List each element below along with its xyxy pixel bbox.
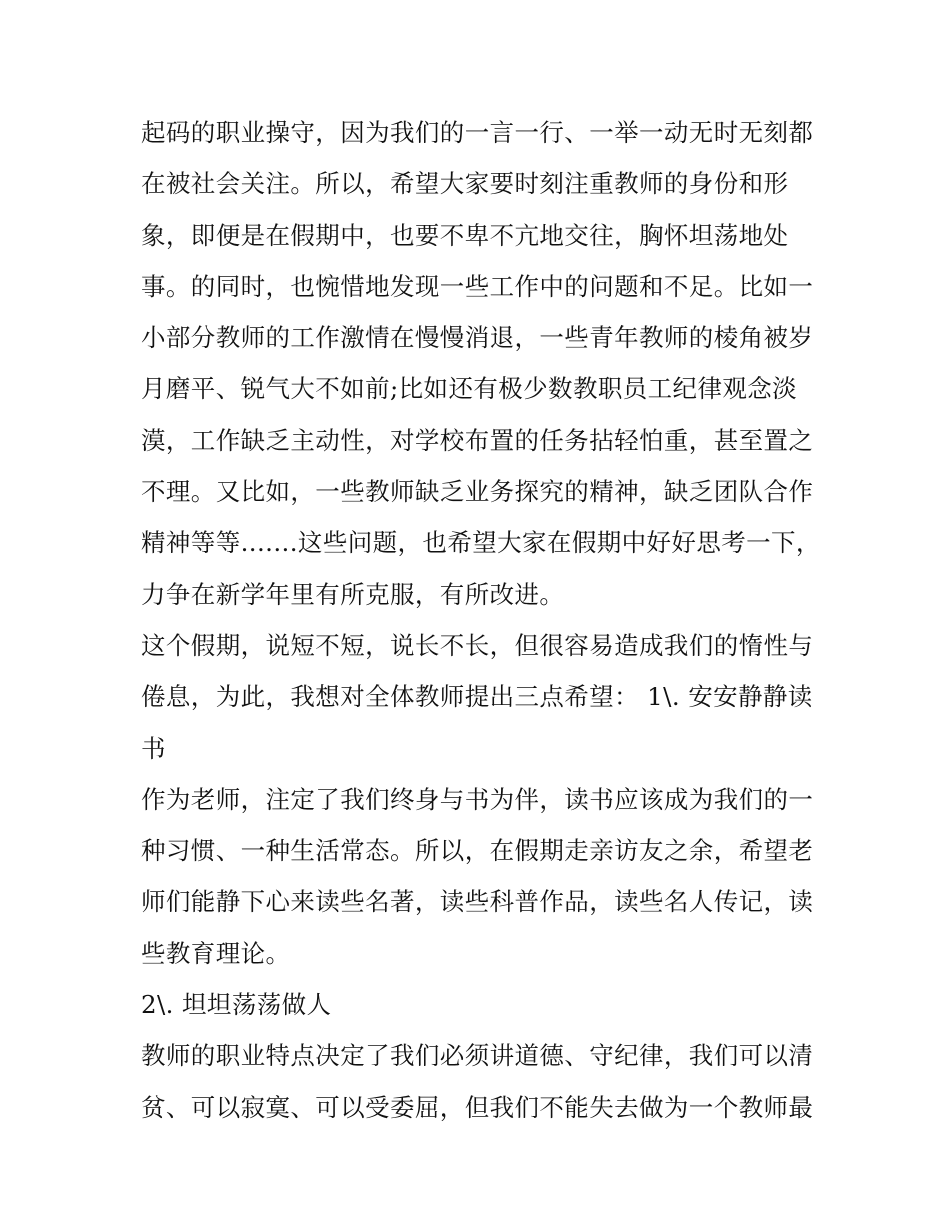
text-line: 师们能静下心来读些名著，读些科普作品，读些名人传记，读 (141, 887, 814, 917)
text-line: 精神等等.......这些问题，也希望大家在假期中好好思考一下， (141, 528, 821, 558)
text-line: 种习惯、一种生活常态。所以，在假期走亲访友之余，希望老 (141, 836, 814, 866)
text-line: 这个假期，说短不短，说长不长，但很容易造成我们的惰性与 (141, 630, 814, 660)
document-body (141, 107, 821, 1133)
text-line: 事。的同时，也惋惜地发现一些工作中的问题和不足。比如一 (141, 271, 814, 301)
text-line: 书 (141, 733, 166, 763)
text-line: 力争在新学年里有所克服，有所改进。 (141, 579, 565, 609)
text-line: 不理。又比如，一些教师缺乏业务探究的精神，缺乏团队合作 (141, 477, 814, 507)
section-heading: 2\. 坦坦荡荡做人 (141, 990, 332, 1020)
text-line: 起码的职业操守，因为我们的一言一行、一举一动无时无刻都 (141, 118, 814, 147)
text-line: 在被社会关注。所以，希望大家要时刻注重教师的身份和形 (141, 169, 789, 199)
text-line: 教师的职业特点决定了我们必须讲道德、守纪律，我们可以清 (141, 1041, 814, 1071)
text-line: 倦息，为此，我想对全体教师提出三点希望： 1\. 安安静静读 (141, 682, 813, 712)
text-line: 小部分教师的工作激情在慢慢消退，一些青年教师的棱角被岁 (141, 323, 814, 353)
text-line: 漠，工作缺乏主动性，对学校布置的任务拈轻怕重，甚至置之 (141, 425, 814, 455)
text-line: 象，即便是在假期中，也要不卑不亢地交往，胸怀坦荡地处 (141, 220, 789, 250)
text-line: 月磨平、锐气大不如前;比如还有极少数教职员工纪律观念淡 (141, 374, 798, 404)
text-line: 贫、可以寂寞、可以受委屈，但我们不能失去做为一个教师最 (141, 1092, 814, 1122)
text-line: 些教育理论。 (141, 938, 291, 968)
text-line: 作为老师，注定了我们终身与书为伴，读书应该成为我们的一 (141, 784, 814, 814)
